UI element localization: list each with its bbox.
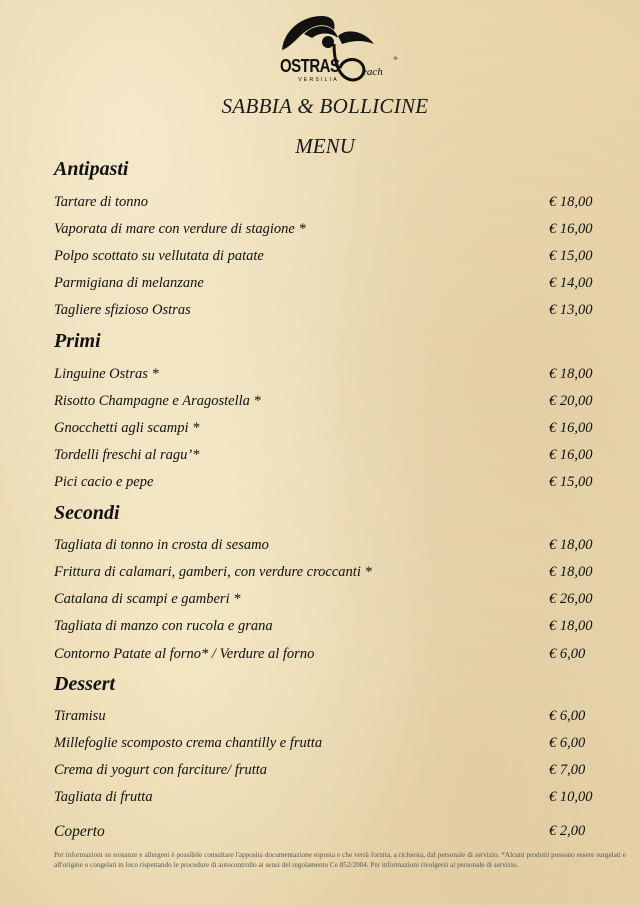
coperto-label: Coperto xyxy=(54,823,105,840)
section-heading-primi: Primi xyxy=(54,330,101,352)
item-price: € 18,00 xyxy=(549,194,593,210)
item-price: € 18,00 xyxy=(549,564,593,580)
item-name: Tagliata di frutta xyxy=(54,789,153,805)
item-name: Millefoglie scomposto crema chantilly e frutta xyxy=(54,735,323,751)
menu-item xyxy=(54,646,595,666)
item-name: Catalana di scampi e gamberi * xyxy=(54,591,241,607)
item-price: € 6,00 xyxy=(549,708,586,724)
item-price: € 6,00 xyxy=(549,646,586,662)
restaurant-subtitle: SABBIA & BOLLICINE xyxy=(221,94,429,118)
menu-item xyxy=(54,564,595,584)
item-price: € 18,00 xyxy=(549,366,593,382)
menu-item xyxy=(54,194,595,214)
menu-item xyxy=(54,474,595,494)
ostras-beach-logo xyxy=(276,8,400,88)
menu-item xyxy=(54,420,595,440)
item-name: Tiramisu xyxy=(54,708,106,724)
coperto-price: € 2,00 xyxy=(549,823,586,839)
item-price: € 7,00 xyxy=(549,762,586,778)
menu-item xyxy=(54,591,595,611)
logo-script-text: each xyxy=(362,66,383,78)
menu-item xyxy=(54,735,595,755)
item-name: Parmigiana di melanzane xyxy=(54,275,204,291)
item-price: € 15,00 xyxy=(549,474,593,490)
menu-item xyxy=(54,789,595,809)
menu-item xyxy=(54,447,595,467)
item-name: Pici cacio e pepe xyxy=(54,474,154,490)
item-name: Linguine Ostras * xyxy=(54,366,159,382)
menu-item xyxy=(54,275,595,295)
item-price: € 16,00 xyxy=(549,420,593,436)
item-name: Tordelli freschi al ragu’* xyxy=(54,447,200,463)
menu-item xyxy=(54,537,595,557)
item-name: Tagliata di manzo con rucola e grana xyxy=(54,618,273,634)
item-name: Gnocchetti agli scampi * xyxy=(54,420,200,436)
item-name: Tagliata di tonno in crosta di sesamo xyxy=(54,537,269,553)
section-heading-antipasti: Antipasti xyxy=(54,158,129,180)
menu-item xyxy=(54,366,595,386)
item-name: Risotto Champagne e Aragostella * xyxy=(54,393,261,409)
item-price: € 16,00 xyxy=(549,447,593,463)
menu-title: MENU xyxy=(295,134,355,158)
menu-item xyxy=(54,221,595,241)
item-price: € 14,00 xyxy=(549,275,593,291)
item-name: Vaporata di mare con verdure di stagione * xyxy=(54,221,306,237)
menu-item xyxy=(54,302,595,322)
menu-item xyxy=(54,708,595,728)
item-name: Crema di yogurt con farciture/ frutta xyxy=(54,762,268,778)
section-heading-dessert: Dessert xyxy=(54,673,116,695)
item-name: Tagliere sfizioso Ostras xyxy=(54,302,191,318)
menu-item xyxy=(54,618,595,638)
section-heading-secondi: Secondi xyxy=(54,502,120,524)
menu-item xyxy=(54,762,595,782)
item-name: Contorno Patate al forno* / Verdure al forno xyxy=(54,646,315,662)
item-price: € 15,00 xyxy=(549,248,593,264)
item-price: € 6,00 xyxy=(549,735,586,751)
item-name: Frittura di calamari, gamberi, con verdure croccanti * xyxy=(54,564,372,580)
item-price: € 10,00 xyxy=(549,789,593,805)
item-price: € 20,00 xyxy=(549,393,593,409)
item-price: € 16,00 xyxy=(549,221,593,237)
menu-item xyxy=(54,248,595,268)
logo-brand-text: OSTRAS xyxy=(280,56,340,77)
coperto-row xyxy=(54,823,595,843)
item-price: € 26,00 xyxy=(549,591,593,607)
registered-mark: ® xyxy=(393,56,398,62)
logo-location-text: VERSILIA xyxy=(298,77,339,83)
allergen-footnote: Per informazioni su sostanze e allergeni è possibile consultare l'apposita documentazione esposta e che verrà fornita, a richiesta, dal personale di servizio. *Alcuni prodotti possono essere surgelati e all'origine o congelati in loco rispettando le procedure di autocontrollo ai sensi del regolamento Ce 852/2004. Per informazioni rivolgersi al personale di servizio. xyxy=(54,851,626,869)
item-name: Polpo scottato su vellutata di patate xyxy=(54,248,264,264)
item-price: € 18,00 xyxy=(549,537,593,553)
item-price: € 13,00 xyxy=(549,302,593,318)
item-price: € 18,00 xyxy=(549,618,593,634)
item-name: Tartare di tonno xyxy=(54,194,149,210)
menu-item xyxy=(54,393,595,413)
